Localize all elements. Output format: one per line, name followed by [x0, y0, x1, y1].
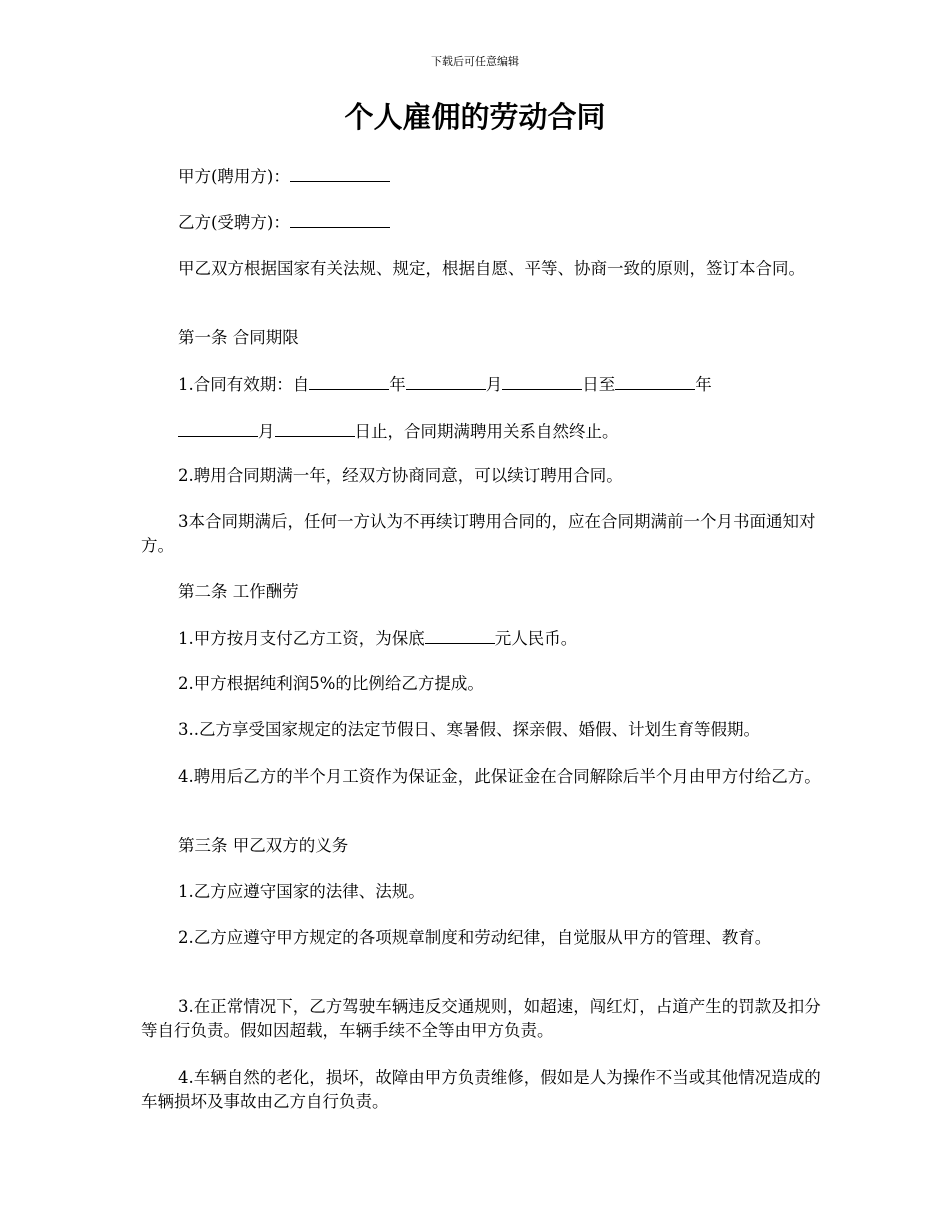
day-to-label: 日至: [582, 375, 616, 394]
header-note: 下载后可任意编辑: [431, 55, 519, 68]
party-a-line: [141, 164, 821, 189]
article1-item1-prefix: 1.合同有效期：自: [178, 375, 310, 394]
start-month-blank: [406, 372, 486, 390]
article2-item1-prefix: 1.甲方按月支付乙方工资，为保底: [178, 629, 425, 648]
end-day-blank: [275, 419, 355, 437]
article1-item1-line1: [141, 372, 821, 397]
article1-heading: 第一条 合同期限: [178, 328, 299, 347]
article2-item3: 3..乙方享受国家规定的法定节假日、寒暑假、探亲假、婚假、计划生育等假期。: [178, 720, 760, 739]
article2-item2: 2.甲方根据纯利润5%的比例给乙方提成。: [178, 674, 484, 693]
article3-item1: 1.乙方应遵守国家的法律、法规。: [178, 882, 425, 901]
salary-blank: [425, 626, 495, 644]
start-year-blank: [309, 372, 389, 390]
document-title: 个人雇佣的劳动合同: [344, 100, 606, 134]
party-b-label: 乙方(受聘方)：: [178, 213, 290, 232]
article3-item4: 4.车辆自然的老化，损坏，故障由甲方负责维修，假如是人为操作不当或其他情况造成的车辆损坏及事故由乙方自行负责。: [141, 1068, 821, 1111]
end-month-label: 月: [258, 422, 275, 441]
party-b-line: [141, 210, 821, 235]
article2-item1: [141, 626, 821, 651]
party-a-blank: [290, 164, 390, 182]
year-label: 年: [389, 375, 406, 394]
start-day-blank: [502, 372, 582, 390]
intro-paragraph: 甲乙双方根据国家有关法规、规定，根据自愿、平等、协商一致的原则，签订本合同。: [178, 259, 805, 278]
end-year-label: 年: [695, 375, 712, 394]
article2-heading: 第二条 工作酬劳: [178, 582, 299, 601]
article3-item3: 3.在正常情况下，乙方驾驶车辆违反交通规则，如超速，闯红灯，占道产生的罚款及扣分等自行负责。假如因超载，车辆手续不全等由甲方负责。: [141, 997, 821, 1040]
end-year-blank: [615, 372, 695, 390]
party-b-blank: [290, 210, 390, 228]
article2-item1-suffix: 元人民币。: [494, 629, 578, 648]
article1-item1-line2: [141, 419, 821, 444]
article3-item2: 2.乙方应遵守甲方规定的各项规章制度和劳动纪律，自觉服从甲方的管理、教育。: [178, 928, 772, 947]
article2-item4: 4.聘用后乙方的半个月工资作为保证金，此保证金在合同解除后半个月由甲方付给乙方。: [178, 767, 821, 786]
month-label: 月: [485, 375, 503, 394]
party-a-label: 甲方(聘用方)：: [178, 167, 290, 186]
end-month-blank: [178, 419, 258, 437]
article1-item2: 2.聘用合同期满一年，经双方协商同意，可以续订聘用合同。: [178, 466, 623, 485]
article3-heading: 第三条 甲乙双方的义务: [178, 836, 349, 855]
article1-item3: 3本合同期满后，任何一方认为不再续订聘用合同的，应在合同期满前一个月书面通知对方。: [141, 512, 816, 555]
end-day-label: 日止，合同期满聘用关系自然终止。: [354, 422, 619, 441]
